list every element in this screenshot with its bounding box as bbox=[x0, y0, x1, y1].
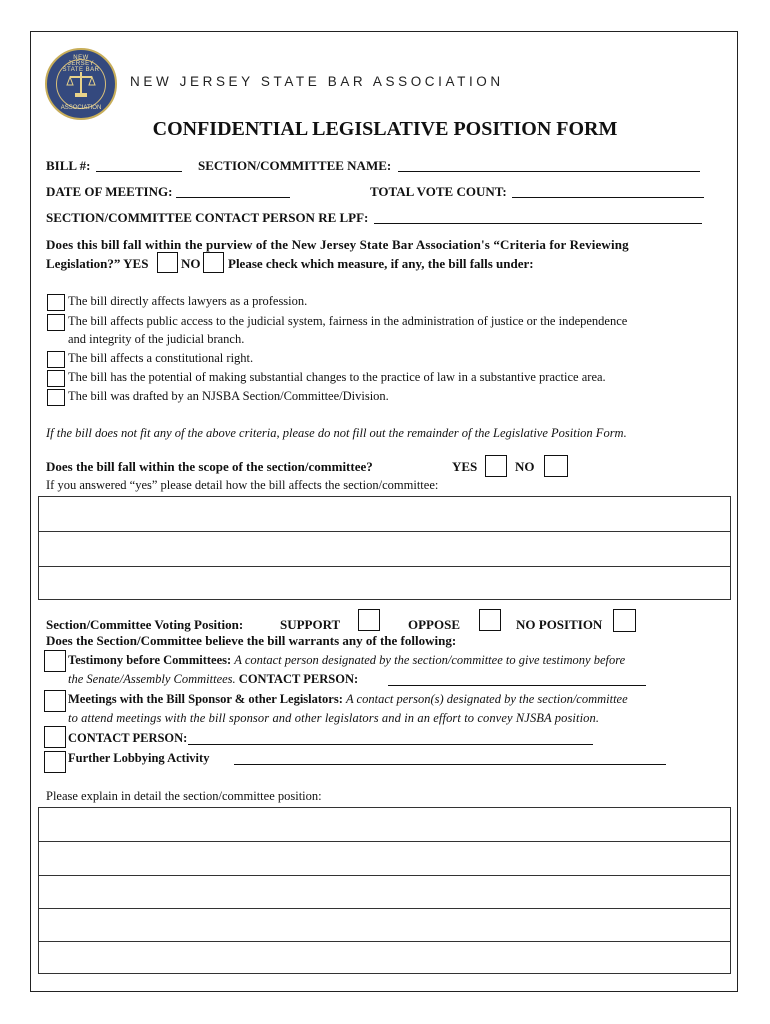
scope-no-label: NO bbox=[515, 459, 535, 474]
total-vote-count-field[interactable] bbox=[512, 184, 704, 198]
purview-question: Does this bill fall within the purview of the New Jersey State Bar Association's “Criteria for Reviewing bbox=[46, 237, 629, 252]
njsba-seal-logo bbox=[45, 48, 117, 120]
purview-measure-prompt: Please check which measure, if any, the bill falls under: bbox=[228, 256, 534, 271]
criteria-checkbox-3[interactable] bbox=[47, 351, 65, 368]
scope-detail-line-3[interactable] bbox=[39, 567, 730, 599]
scope-detail-line-1[interactable] bbox=[39, 497, 730, 532]
contact-person-2-field[interactable] bbox=[188, 731, 593, 745]
criteria-checkbox-1[interactable] bbox=[47, 294, 65, 311]
contact-person-checkbox[interactable] bbox=[44, 726, 66, 748]
meetings-checkbox[interactable] bbox=[44, 690, 66, 712]
organization-name: NEW JERSEY STATE BAR ASSOCIATION bbox=[130, 74, 504, 89]
testimony-checkbox[interactable] bbox=[44, 650, 66, 672]
seal-top-text: NEW JERSEY STATE BAR bbox=[62, 55, 100, 73]
date-of-meeting-field[interactable] bbox=[176, 184, 290, 198]
testimony-line bbox=[68, 653, 625, 668]
purview-yes-label: Legislation?” YES bbox=[46, 256, 149, 271]
lobbying-field[interactable] bbox=[234, 751, 666, 765]
bill-label: BILL #: bbox=[46, 158, 91, 173]
support-checkbox[interactable] bbox=[358, 609, 380, 631]
support-label: SUPPORT bbox=[280, 617, 341, 632]
no-position-checkbox[interactable] bbox=[613, 609, 636, 632]
voting-position-label: Section/Committee Voting Position: bbox=[46, 617, 244, 632]
criteria-checkbox-5[interactable] bbox=[47, 389, 65, 406]
bill-number-field[interactable] bbox=[96, 158, 182, 172]
scope-detail-line-2[interactable] bbox=[39, 532, 730, 567]
criteria-item-5: The bill was drafted by an NJSBA Section/Committee/Division. bbox=[68, 389, 389, 403]
explain-prompt: Please explain in detail the section/committee position: bbox=[46, 789, 322, 803]
section-committee-label: SECTION/COMMITTEE NAME: bbox=[198, 158, 392, 173]
contact-person-field[interactable] bbox=[374, 210, 702, 224]
oppose-label: OPPOSE bbox=[408, 617, 461, 632]
meetings-label: Meetings with the Bill Sponsor & other Legislators: bbox=[68, 692, 343, 706]
meetings-description: A contact person(s) designated by the section/committee bbox=[346, 692, 628, 706]
explain-line-4[interactable] bbox=[39, 909, 730, 942]
oppose-checkbox[interactable] bbox=[479, 609, 501, 631]
lobbying-checkbox[interactable] bbox=[44, 751, 66, 773]
no-position-label: NO POSITION bbox=[516, 617, 603, 632]
scope-yes-checkbox[interactable] bbox=[485, 455, 507, 477]
purview-no-label: NO bbox=[181, 256, 201, 271]
criteria-item-3: The bill affects a constitutional right. bbox=[68, 351, 254, 365]
criteria-item-2-cont: and integrity of the judicial branch. bbox=[68, 332, 245, 346]
scope-detail-box[interactable] bbox=[38, 496, 731, 600]
explain-box[interactable] bbox=[38, 807, 731, 974]
explain-line-5[interactable] bbox=[39, 942, 730, 973]
criteria-checkbox-2[interactable] bbox=[47, 314, 65, 331]
criteria-item-4: The bill has the potential of making substantial changes to the practice of law in a substantive practice area. bbox=[68, 370, 606, 384]
contact-person-label: SECTION/COMMITTEE CONTACT PERSON RE LPF: bbox=[46, 210, 369, 225]
scope-no-checkbox[interactable] bbox=[544, 455, 568, 477]
testimony-description: A contact person designated by the section/committee to give testimony before bbox=[234, 653, 626, 667]
criteria-item-1: The bill directly affects lawyers as a profession. bbox=[68, 294, 308, 308]
section-committee-field[interactable] bbox=[398, 158, 700, 172]
meetings-line bbox=[68, 692, 628, 707]
testimony-label: Testimony before Committees: bbox=[68, 653, 232, 667]
explain-line-2[interactable] bbox=[39, 842, 730, 876]
criteria-note: If the bill does not fit any of the above criteria, please do not fill out the remainder of the Legislative Position Form. bbox=[46, 426, 627, 440]
criteria-item-2: The bill affects public access to the judicial system, fairness in the administration of justice or the independence bbox=[68, 314, 628, 328]
scope-question: Does the bill fall within the scope of the section/committee? bbox=[46, 459, 373, 474]
scope-detail-prompt: If you answered “yes” please detail how the bill affects the section/committee: bbox=[46, 478, 439, 492]
criteria-checkbox-4[interactable] bbox=[47, 370, 65, 387]
explain-line-3[interactable] bbox=[39, 876, 730, 909]
testimony-contact-label: CONTACT PERSON: bbox=[238, 672, 359, 686]
testimony-line-2 bbox=[68, 672, 358, 687]
testimony-contact-field[interactable] bbox=[388, 672, 646, 686]
scales-icon bbox=[65, 68, 97, 100]
purview-no-checkbox[interactable] bbox=[203, 252, 224, 273]
purview-yes-checkbox[interactable] bbox=[157, 252, 178, 273]
warrants-question: Does the Section/Committee believe the bill warrants any of the following: bbox=[46, 633, 457, 648]
date-of-meeting-label: DATE OF MEETING: bbox=[46, 184, 173, 199]
explain-line-1[interactable] bbox=[39, 808, 730, 842]
scope-yes-label: YES bbox=[452, 459, 478, 474]
meetings-description-cont: to attend meetings with the bill sponsor and other legislators and in an effort to convey NJSBA position. bbox=[68, 711, 600, 725]
testimony-description-cont: the Senate/Assembly Committees. bbox=[68, 672, 236, 686]
lobbying-label: Further Lobbying Activity bbox=[68, 751, 210, 765]
total-vote-count-label: TOTAL VOTE COUNT: bbox=[370, 184, 507, 199]
seal-bottom-text: ASSOCIATION bbox=[60, 105, 102, 111]
contact-person-2-label: CONTACT PERSON: bbox=[68, 731, 188, 745]
form-title: CONFIDENTIAL LEGISLATIVE POSITION FORM bbox=[152, 118, 618, 140]
